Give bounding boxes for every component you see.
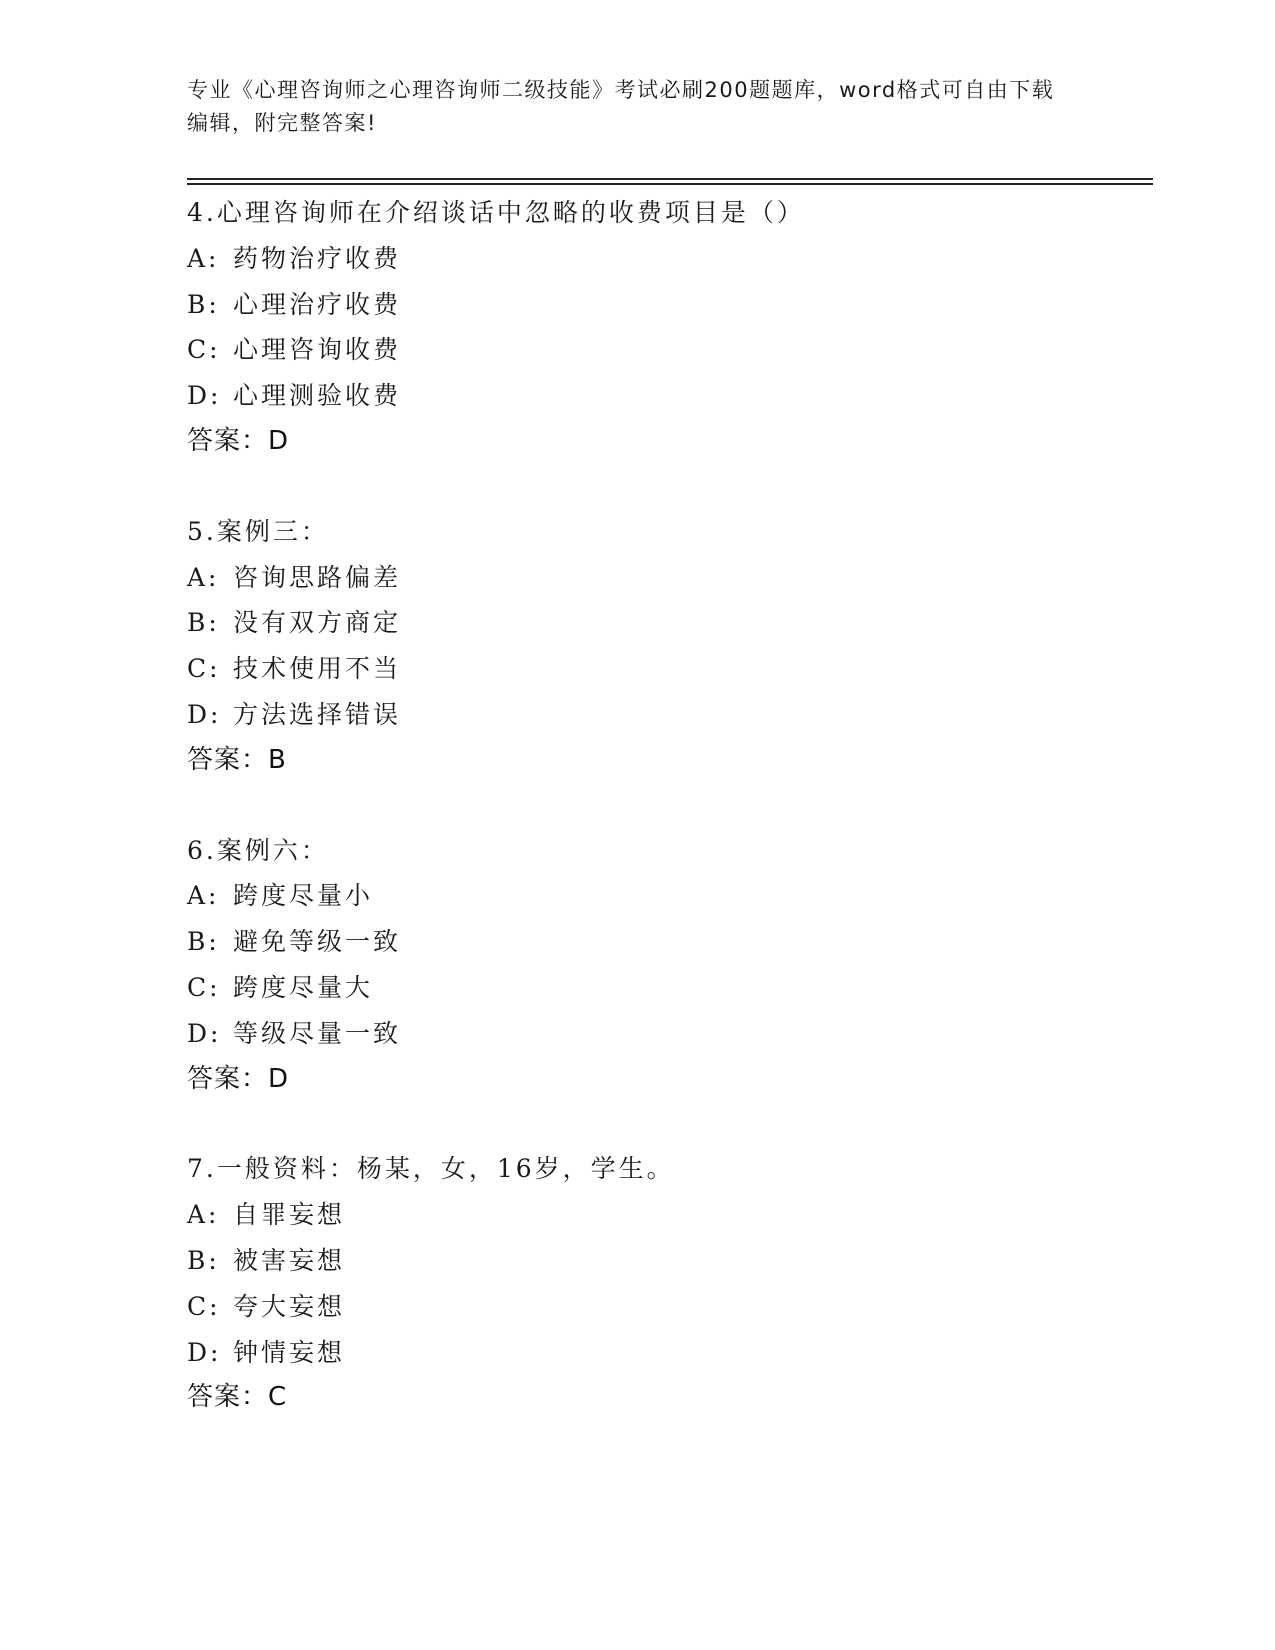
answer-line: 答案：C <box>187 1382 288 1413</box>
option-c <box>187 965 1147 1011</box>
option-c <box>187 646 1147 692</box>
option-text: 钟情妄想 <box>233 1337 346 1367</box>
answer-line: 答案：D <box>187 425 290 456</box>
option-letter: B: <box>187 927 220 957</box>
answer-line: 答案：B <box>187 744 287 775</box>
question-stem: 4.心理咨询师在介绍谈话中忽略的收费项目是（） <box>187 198 805 227</box>
option-letter: C: <box>187 335 221 365</box>
option-letter: B: <box>187 608 220 638</box>
option-text: 药物治疗收费 <box>233 243 402 273</box>
option-letter: D: <box>187 1018 222 1048</box>
question-stem: 5.案例三： <box>187 516 329 546</box>
option-d <box>187 692 1147 738</box>
option-a <box>187 873 1147 919</box>
option-text: 夸大妄想 <box>233 1291 346 1321</box>
option-letter: D: <box>187 381 222 411</box>
option-text: 咨询思路偏差 <box>233 562 402 592</box>
option-letter: A: <box>187 243 220 273</box>
document-header: 专业《心理咨询师之心理咨询师二级技能》考试必刷200题题库，word格式可自由下载编辑，附完整答案! <box>187 78 1055 135</box>
option-b <box>187 600 1147 646</box>
option-text: 方法选择错误 <box>233 699 402 729</box>
option-c <box>187 1284 1147 1330</box>
question-item <box>187 1146 1147 1421</box>
option-text: 心理治疗收费 <box>233 289 402 319</box>
option-letter: D: <box>187 699 222 729</box>
option-d <box>187 1011 1147 1057</box>
question-item <box>187 509 1147 784</box>
option-b <box>187 919 1147 965</box>
option-a <box>187 236 1147 282</box>
option-text: 跨度尽量大 <box>233 972 374 1002</box>
option-letter: A: <box>187 881 220 911</box>
option-text: 跨度尽量小 <box>233 881 374 911</box>
option-letter: A: <box>187 1200 220 1230</box>
option-letter: C: <box>187 1291 221 1321</box>
question-stem: 7.一般资料：杨某，女，16岁，学生。 <box>187 1154 675 1184</box>
option-text: 被害妄想 <box>233 1245 346 1275</box>
answer-line: 答案：D <box>187 1063 290 1094</box>
question-list <box>187 190 1147 1465</box>
option-a <box>187 555 1147 601</box>
option-text: 心理咨询收费 <box>233 335 402 365</box>
question-item <box>187 190 1147 465</box>
option-text: 心理测验收费 <box>233 381 402 411</box>
option-b <box>187 1238 1147 1284</box>
option-d <box>187 1330 1147 1376</box>
option-letter: B: <box>187 1245 220 1275</box>
option-c <box>187 327 1147 373</box>
option-text: 没有双方商定 <box>233 608 402 638</box>
question-item <box>187 828 1147 1103</box>
option-text: 技术使用不当 <box>233 654 402 684</box>
question-stem: 6.案例六： <box>187 835 329 865</box>
header-divider-bottom <box>187 183 1153 185</box>
option-letter: C: <box>187 654 221 684</box>
option-d <box>187 373 1147 419</box>
option-text: 等级尽量一致 <box>233 1018 402 1048</box>
option-letter: C: <box>187 972 221 1002</box>
option-letter: D: <box>187 1337 222 1367</box>
option-b <box>187 282 1147 328</box>
option-text: 避免等级一致 <box>233 927 402 957</box>
option-letter: B: <box>187 289 220 319</box>
option-a <box>187 1192 1147 1238</box>
header-divider-top <box>187 178 1153 180</box>
option-letter: A: <box>187 562 220 592</box>
option-text: 自罪妄想 <box>233 1200 346 1230</box>
